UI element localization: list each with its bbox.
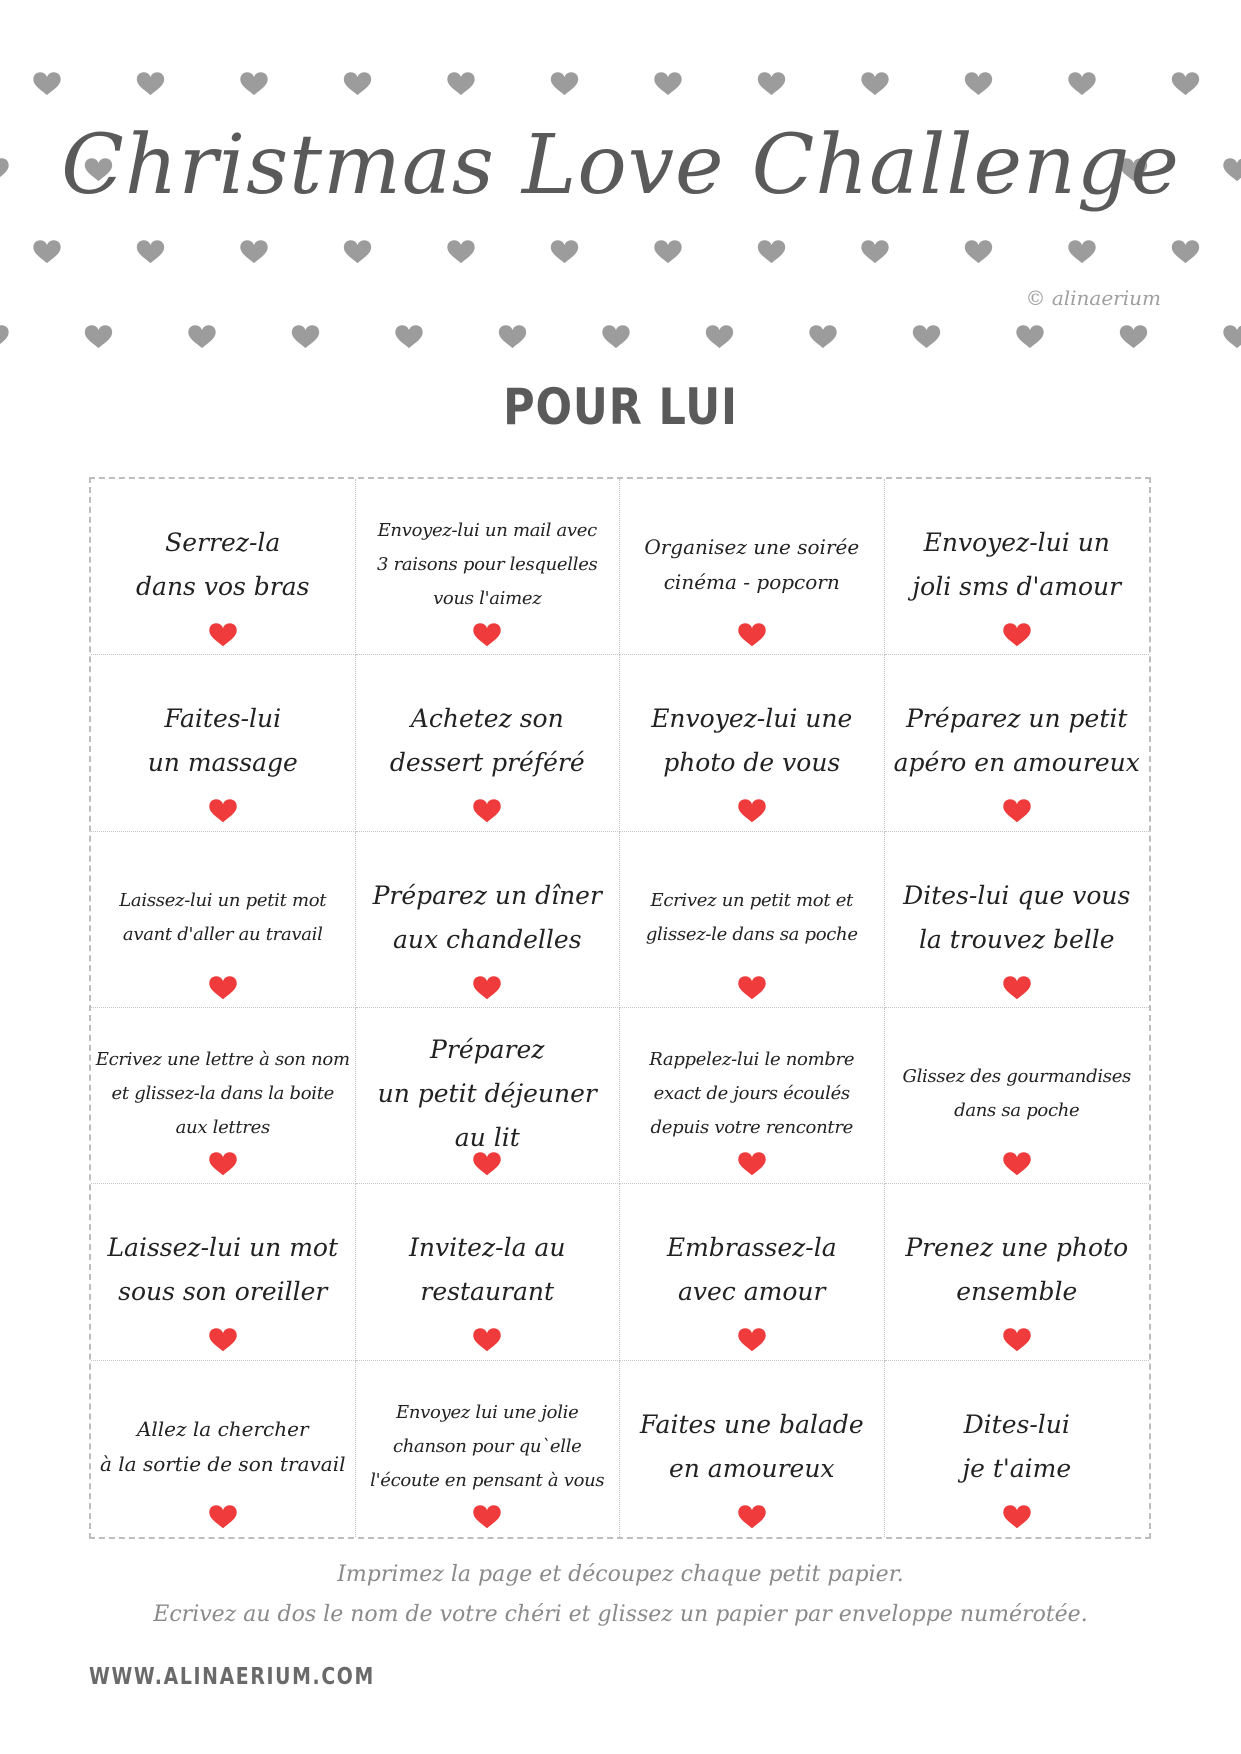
pattern-heart-icon: [447, 240, 474, 263]
red-heart-icon: [472, 1326, 502, 1352]
pattern-heart-icon: [861, 72, 888, 95]
red-heart-icon: [472, 1503, 502, 1529]
challenge-card-text: Dites-lui que vous la trouvez belle: [903, 880, 1131, 954]
website-url: WWW.ALINAERIUM.COM: [89, 1664, 375, 1690]
copyright-text: © alinaerium: [1025, 286, 1161, 310]
pattern-heart-icon: [758, 240, 785, 263]
challenge-card: [91, 655, 356, 831]
pattern-heart-icon: [292, 325, 319, 348]
challenge-card-text: Prenez une photo ensemble: [905, 1233, 1129, 1307]
challenge-card-text: Allez la chercher à la sortie de son travail: [99, 1416, 346, 1476]
pattern-heart-icon: [706, 325, 733, 348]
red-heart-icon: [1002, 1326, 1032, 1352]
challenge-card: [356, 655, 621, 831]
red-heart-icon: [472, 621, 502, 647]
pattern-heart-icon: [654, 72, 681, 95]
pattern-heart-icon: [344, 240, 371, 263]
challenge-card: [356, 1008, 621, 1184]
red-heart-icon: [208, 1326, 238, 1352]
challenge-card: [620, 479, 885, 655]
challenge-card: [356, 832, 621, 1008]
challenge-card: [91, 1361, 356, 1537]
instructions-line-2: Ecrivez au dos le nom de votre chéri et glissez un papier par enveloppe numérotée.: [153, 1602, 1088, 1627]
section-subtitle: POUR LUI: [503, 378, 738, 436]
pattern-heart-icon: [188, 325, 215, 348]
red-heart-icon: [737, 974, 767, 1000]
pattern-heart-icon: [395, 325, 422, 348]
red-heart-icon: [1002, 1503, 1032, 1529]
pattern-heart-icon: [33, 240, 60, 263]
pattern-heart-icon: [137, 72, 164, 95]
challenge-card-text: Glissez des gourmandises dans sa poche: [902, 1065, 1131, 1121]
challenge-card-text: Envoyez-lui un mail avec 3 raisons pour lesquelles vous l'aimez: [377, 520, 598, 609]
challenge-card-text: Préparez un dîner aux chandelles: [372, 880, 602, 954]
challenge-card: [885, 479, 1150, 655]
pattern-heart-icon: [499, 325, 526, 348]
red-heart-icon: [1002, 797, 1032, 823]
pattern-heart-icon: [602, 325, 629, 348]
pattern-heart-icon: [1068, 240, 1095, 263]
pattern-heart-icon: [758, 72, 785, 95]
pattern-heart-icon: [85, 325, 112, 348]
red-heart-icon: [472, 797, 502, 823]
challenge-card-text: Invitez-la au restaurant: [409, 1233, 566, 1307]
challenge-card: [91, 1008, 356, 1184]
red-heart-icon: [208, 1150, 238, 1176]
challenge-card-text: Envoyez-lui une photo de vous: [651, 704, 853, 778]
pattern-heart-icon: [0, 325, 9, 348]
pattern-heart-icon: [965, 240, 992, 263]
red-heart-icon: [1002, 1150, 1032, 1176]
challenge-card-text: Préparez un petit déjeuner au lit: [377, 1034, 597, 1152]
challenge-card-text: Dites-lui je t'aime: [962, 1409, 1072, 1483]
challenge-card-text: Envoyez-lui un joli sms d'amour: [912, 528, 1122, 601]
challenge-card-text: Laissez-lui un petit mot avant d'aller au travail: [119, 889, 327, 945]
pattern-heart-icon: [240, 72, 267, 95]
pattern-heart-icon: [33, 72, 60, 95]
red-heart-icon: [472, 1150, 502, 1176]
challenge-card-text: Ecrivez un petit mot et glissez-le dans sa poche: [645, 889, 858, 945]
challenge-card: [91, 1184, 356, 1360]
challenge-card-text: Rappelez-lui le nombre exact de jours écoulés depuis votre rencontre: [649, 1048, 855, 1138]
pattern-heart-icon: [1016, 325, 1043, 348]
challenge-card: [620, 1184, 885, 1360]
challenge-card: [620, 1361, 885, 1537]
pattern-heart-icon: [861, 240, 888, 263]
challenge-card: [620, 1008, 885, 1184]
challenge-card-text: Serrez-la dans vos bras: [136, 528, 310, 601]
red-heart-icon: [737, 797, 767, 823]
challenge-card-text: Laissez-lui un mot sous son oreiller: [107, 1233, 339, 1307]
red-heart-icon: [737, 1503, 767, 1529]
red-heart-icon: [208, 797, 238, 823]
red-heart-icon: [737, 1150, 767, 1176]
pattern-heart-icon: [447, 72, 474, 95]
red-heart-icon: [208, 621, 238, 647]
challenge-card: [885, 1184, 1150, 1360]
pattern-heart-icon: [551, 72, 578, 95]
red-heart-icon: [737, 1326, 767, 1352]
red-heart-icon: [208, 974, 238, 1000]
challenge-card: [91, 479, 356, 655]
pattern-heart-icon: [1172, 240, 1199, 263]
challenge-card: [885, 832, 1150, 1008]
challenge-card: [356, 1361, 621, 1537]
challenge-card-grid: [89, 477, 1151, 1539]
challenge-card: [356, 479, 621, 655]
challenge-card-text: Faites-lui un massage: [147, 704, 298, 778]
red-heart-icon: [737, 621, 767, 647]
challenge-card: [356, 1184, 621, 1360]
pattern-heart-icon: [240, 240, 267, 263]
instructions-line-1: Imprimez la page et découpez chaque petit papier.: [337, 1562, 904, 1587]
red-heart-icon: [1002, 621, 1032, 647]
pattern-heart-icon: [809, 325, 836, 348]
pattern-heart-icon: [137, 240, 164, 263]
challenge-card: [620, 655, 885, 831]
pattern-heart-icon: [1068, 72, 1095, 95]
pattern-heart-icon: [1172, 72, 1199, 95]
challenge-card-text: Organisez une soirée cinéma - popcorn: [644, 535, 860, 594]
challenge-card: [885, 1008, 1150, 1184]
challenge-card: [620, 832, 885, 1008]
challenge-card: [885, 655, 1150, 831]
red-heart-icon: [1002, 974, 1032, 1000]
pattern-heart-icon: [965, 72, 992, 95]
challenge-card-text: Achetez son dessert préféré: [389, 704, 585, 778]
pattern-heart-icon: [344, 72, 371, 95]
challenge-card-text: Ecrivez une lettre à son nom et glissez-la dans la boite aux lettres: [95, 1048, 350, 1138]
red-heart-icon: [208, 1503, 238, 1529]
challenge-card: [885, 1361, 1150, 1537]
pattern-heart-icon: [551, 240, 578, 263]
challenge-card-text: Envoyez lui une jolie chanson pour qu`elle l'écoute en pensant à vous: [370, 1401, 605, 1491]
pattern-heart-icon: [1223, 325, 1241, 348]
pattern-heart-icon: [654, 240, 681, 263]
page-title: Christmas Love Challenge: [61, 118, 1180, 213]
red-heart-icon: [472, 974, 502, 1000]
challenge-card-text: Préparez un petit apéro en amoureux: [893, 704, 1140, 778]
pattern-heart-icon: [1120, 325, 1147, 348]
challenge-card-text: Faites une balade en amoureux: [639, 1409, 864, 1483]
pattern-heart-icon: [913, 325, 940, 348]
challenge-card: [91, 832, 356, 1008]
challenge-card-text: Embrassez-la avec amour: [666, 1233, 837, 1307]
